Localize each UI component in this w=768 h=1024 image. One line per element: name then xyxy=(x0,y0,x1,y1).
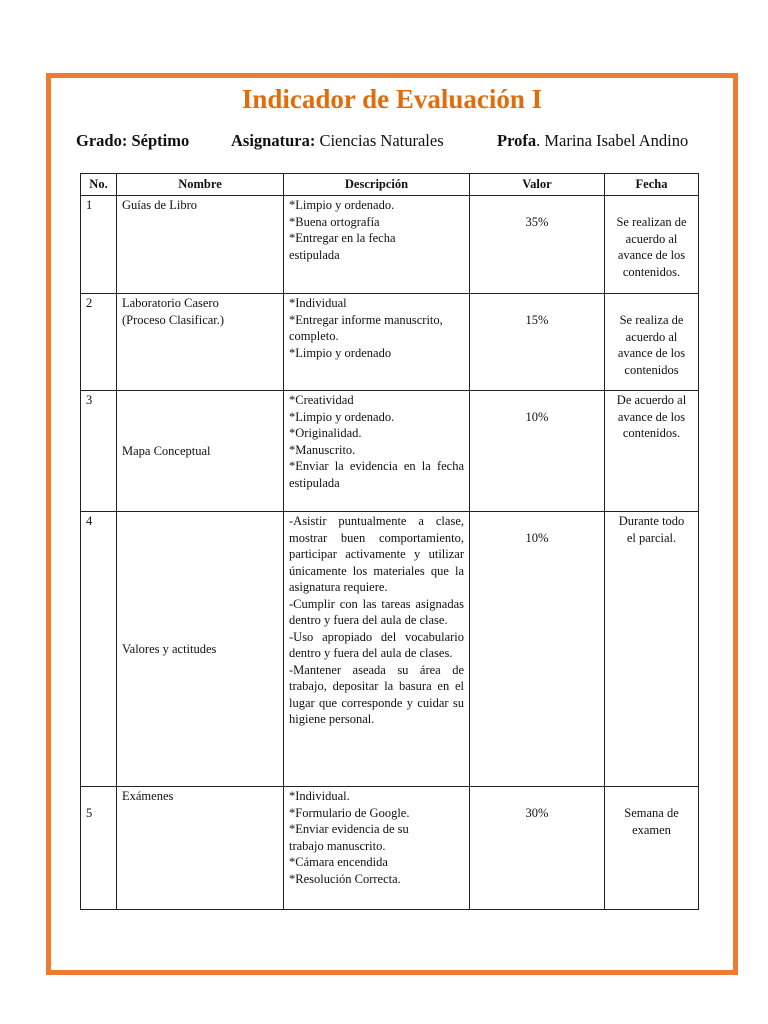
fecha-line: el parcial. xyxy=(626,530,677,545)
fecha-line: contenidos xyxy=(624,362,679,377)
table-row xyxy=(81,787,699,910)
cell-no: 4 xyxy=(81,512,117,787)
cell-nombre: Exámenes xyxy=(117,787,284,910)
desc-line: *Enviar evidencia de su xyxy=(289,822,409,836)
desc-line: *Limpio y ordenado. xyxy=(289,198,395,212)
desc-line: estipulada xyxy=(289,247,340,262)
desc-line: completo. xyxy=(289,329,339,343)
nombre-line: (Proceso Clasificar.) xyxy=(122,312,225,327)
cell-descripcion xyxy=(284,512,470,787)
table-row xyxy=(81,512,699,787)
fecha-line: contenidos. xyxy=(622,426,681,440)
cell-nombre xyxy=(117,294,284,391)
grado-info xyxy=(76,131,189,151)
document-title: Indicador de Evaluación I xyxy=(241,84,543,114)
desc-line: *Creatividad xyxy=(289,393,354,407)
desc-line: *Individual. xyxy=(289,789,350,803)
cell-descripcion xyxy=(284,294,470,391)
desc-line: -Cumplir con las tareas asignadas dentro y fuera del aula de clase. xyxy=(289,596,464,627)
grado-value: Séptimo xyxy=(131,131,190,150)
header-nombre: Nombre xyxy=(117,174,284,196)
asignatura-info xyxy=(231,131,444,151)
cell-fecha xyxy=(605,294,699,391)
desc-line: *Resolución Correcta. xyxy=(289,871,401,886)
cell-no: 2 xyxy=(81,294,117,391)
cell-nombre: Valores y actitudes xyxy=(117,512,284,787)
desc-line: *Buena ortografía xyxy=(289,214,380,229)
evaluation-table xyxy=(80,173,699,910)
cell-nombre: Mapa Conceptual xyxy=(117,391,284,512)
fecha-line: avance de los xyxy=(617,346,686,360)
fecha-line: Se realiza de xyxy=(619,313,684,327)
fecha-line: Semana de xyxy=(624,806,679,820)
fecha-line: Durante todo xyxy=(618,514,685,528)
fecha-line: De acuerdo al xyxy=(616,393,687,407)
table-header-row xyxy=(81,174,699,196)
header-no: No. xyxy=(81,174,117,196)
desc-line: *Formulario de Google. xyxy=(289,805,410,820)
fecha-line: examen xyxy=(632,822,671,837)
grado-label: Grado: xyxy=(76,131,128,150)
asignatura-label: Asignatura: xyxy=(231,131,316,150)
header-fecha: Fecha xyxy=(605,174,699,196)
table-row xyxy=(81,196,699,294)
desc-line: -Uso apropiado del vocabulario dentro y fuera del aula de clases. xyxy=(289,629,464,660)
desc-line: *Entregar informe manuscrito, xyxy=(289,312,443,327)
cell-descripcion xyxy=(284,196,470,294)
asignatura-value: Ciencias Naturales xyxy=(319,131,444,150)
desc-line: *Manuscrito. xyxy=(289,442,356,457)
desc-line: *Enviar la evidencia en la fecha estipulada xyxy=(289,459,464,490)
profa-label: Profa xyxy=(497,131,537,150)
cell-no: 3 xyxy=(81,391,117,512)
desc-line: *Originalidad. xyxy=(289,426,362,440)
desc-line: -Asistir puntualmente a clase, mostrar buen comportamiento, participar activamente y utilizar únicamente los materiales que la asignatura requiere. xyxy=(289,514,464,594)
cell-descripcion xyxy=(284,391,470,512)
fecha-line: acuerdo al xyxy=(625,231,678,246)
cell-fecha xyxy=(605,512,699,787)
cell-fecha xyxy=(605,196,699,294)
cell-valor: 10% xyxy=(470,512,605,787)
fecha-line: acuerdo al xyxy=(625,329,678,344)
table-row xyxy=(81,294,699,391)
desc-line: *Limpio y ordenado. xyxy=(289,409,395,424)
cell-valor: 30% xyxy=(470,787,605,910)
header-descripcion: Descripción xyxy=(284,174,470,196)
nombre-line: Laboratorio Casero xyxy=(122,296,219,310)
fecha-line: avance de los xyxy=(617,409,686,424)
cell-fecha xyxy=(605,787,699,910)
profa-info xyxy=(497,131,688,151)
profa-value: . Marina Isabel Andino xyxy=(536,131,689,150)
header-valor: Valor xyxy=(470,174,605,196)
desc-line: trabajo manuscrito. xyxy=(289,838,386,853)
cell-descripcion xyxy=(284,787,470,910)
cell-valor: 15% xyxy=(470,294,605,391)
cell-valor: 10% xyxy=(470,391,605,512)
desc-line: -Mantener aseada su área de trabajo, depositar la basura en el lugar que corresponde y cuidar su higiene personal. xyxy=(289,662,464,726)
fecha-line: Se realizan de xyxy=(616,215,687,229)
desc-line: *Limpio y ordenado xyxy=(289,345,392,360)
cell-fecha xyxy=(605,391,699,512)
fecha-line: avance de los xyxy=(617,248,686,262)
table-row xyxy=(81,391,699,512)
desc-line: *Individual xyxy=(289,296,347,310)
document-frame xyxy=(46,73,738,975)
fecha-line: contenidos. xyxy=(622,264,681,279)
cell-no: 5 xyxy=(81,787,117,910)
desc-line: *Entregar en la fecha xyxy=(289,231,396,245)
cell-no: 1 xyxy=(81,196,117,294)
cell-valor: 35% xyxy=(470,196,605,294)
desc-line: *Cámara encendida xyxy=(289,855,388,869)
cell-nombre: Guías de Libro xyxy=(117,196,284,294)
